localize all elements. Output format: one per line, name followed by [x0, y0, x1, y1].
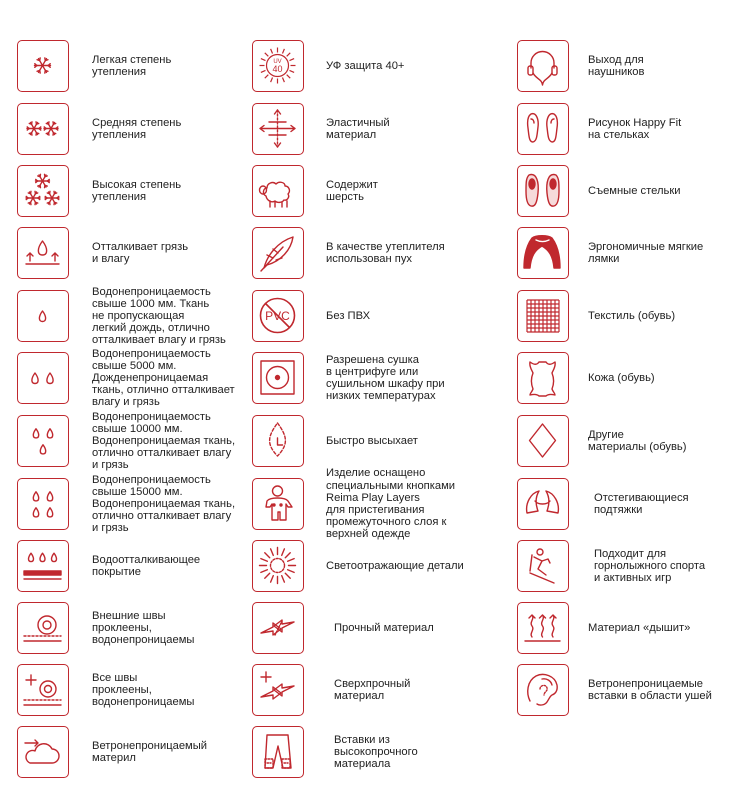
- windproof-cloud-icon: [17, 726, 69, 778]
- leather-hide-icon: [517, 352, 569, 404]
- headphones-outlet-icon: [517, 40, 569, 92]
- ergonomic-straps-icon: [517, 227, 569, 279]
- svg-text:40: 40: [272, 64, 283, 74]
- legend-item-label: Средняя степень утепления: [92, 116, 182, 141]
- legend-item-label: Легкая степень утепления: [92, 53, 172, 78]
- legend-item-label: Внешние швы проклеены, водонепроницаемы: [92, 609, 195, 647]
- legend-item-label: Светоотражающие детали: [326, 559, 464, 572]
- water-drop-two-icon: [17, 352, 69, 404]
- legend-item-label: Водонепроницаемость свыше 15000 мм. Водонепроницаемая ткань, отлично отталкивает влагу и грязь: [92, 473, 236, 535]
- legend-item-label: Водонепроницаемость свыше 5000 мм. Дожденепроницаемая ткань, отлично отталкивает влагу и грязь: [92, 347, 235, 409]
- legend-item-label: Отстегивающиеся подтяжки: [594, 491, 689, 516]
- tumble-dry-icon: [252, 352, 304, 404]
- water-repellent-coating-icon: [17, 540, 69, 592]
- water-drop-three-icon: [17, 415, 69, 467]
- snowflake-single-icon: [17, 40, 69, 92]
- svg-text:UV: UV: [273, 59, 282, 65]
- windproof-ear-icon: [517, 664, 569, 716]
- legend-item-label: Эргономичные мягкие лямки: [588, 240, 704, 265]
- legend-item-label: Съемные стельки: [588, 184, 681, 197]
- quick-dry-drop-icon: [252, 415, 304, 467]
- legend-item-label: Текстиль (обувь): [588, 309, 676, 322]
- detachable-suspenders-icon: [517, 478, 569, 530]
- other-materials-diamond-icon: [517, 415, 569, 467]
- reinforced-pants-icon: [252, 726, 304, 778]
- extra-durable-material-icon: [252, 664, 304, 716]
- all-seams-taped-icon: [17, 664, 69, 716]
- legend-item-label: Водонепроницаемость свыше 10000 мм. Водонепроницаемая ткань, отлично отталкивает влагу и грязь: [92, 410, 236, 472]
- legend-item-label: Без ПВХ: [326, 309, 371, 322]
- legend-item-label: Рисунок Happy Fit на стельках: [588, 116, 682, 141]
- reflective-sun-icon: [252, 540, 304, 592]
- no-pvc-icon: [252, 290, 304, 342]
- water-drop-four-icon: [17, 478, 69, 530]
- taped-seams-icon: [17, 602, 69, 654]
- elastic-material-icon: [252, 103, 304, 155]
- legend-item-label: Все швы проклеены, водонепроницаемы: [92, 671, 195, 709]
- svg-text:PVC: PVC: [265, 309, 290, 323]
- happy-fit-insoles-icon: [517, 103, 569, 155]
- legend-item-label: Водоотталкивающее покрытие: [92, 553, 201, 578]
- snowflake-double-icon: [17, 103, 69, 155]
- legend-item-label: Разрешена сушка в центрифуге или сушильном шкафу при низких температурах: [326, 353, 445, 403]
- legend-item-label: Высокая степень утепления: [92, 178, 182, 203]
- skier-icon: [517, 540, 569, 592]
- legend-item-label: Эластичный материал: [326, 116, 390, 141]
- legend-item-label: Содержит шерсть: [326, 178, 378, 203]
- legend-item-label: В качестве утеплителя использован пух: [326, 240, 445, 265]
- durable-material-icon: [252, 602, 304, 654]
- legend-item-label: Изделие оснащено специальными кнопками Reima Play Layers для пристегивания промежуточного слоя к верхней одежде: [326, 467, 456, 541]
- play-layers-child-icon: [252, 478, 304, 530]
- legend-item-label: Другие материалы (обувь): [588, 428, 687, 453]
- legend-item-label: Подходит для горнолыжного спорта и активных игр: [594, 547, 706, 585]
- legend-item-label: Материал «дышит»: [588, 621, 691, 634]
- snowflake-triple-icon: [17, 165, 69, 217]
- textile-mesh-icon: [517, 290, 569, 342]
- water-drop-one-icon: [17, 290, 69, 342]
- removable-insoles-icon: [517, 165, 569, 217]
- legend-item-label: Сверхпрочный материал: [334, 677, 411, 702]
- breathable-material-icon: [517, 602, 569, 654]
- legend-item-label: Ветронепроницаемые вставки в области ушей: [588, 677, 712, 702]
- dirt-repellent-icon: [17, 227, 69, 279]
- legend-item-label: Быстро высыхает: [326, 434, 418, 447]
- legend-item-label: Ветронепроницаемый материл: [92, 739, 208, 764]
- legend-item-label: Кожа (обувь): [588, 371, 655, 384]
- sheep-wool-icon: [252, 165, 304, 217]
- legend-item-label: Вставки из высокопрочного материала: [334, 733, 418, 771]
- uv-protection-icon: [252, 40, 304, 92]
- legend-item-label: Прочный материал: [334, 621, 434, 634]
- legend-item-label: УФ защита 40+: [326, 59, 405, 72]
- legend-item-label: Водонепроницаемость свыше 1000 мм. Ткань не пропускающая легкий дождь, отлично отталкивает влагу и грязь: [92, 285, 226, 347]
- legend-item-label: Отталкивает грязь и влагу: [92, 240, 189, 265]
- feather-down-icon: [252, 227, 304, 279]
- legend-item-label: Выход для наушников: [588, 53, 645, 78]
